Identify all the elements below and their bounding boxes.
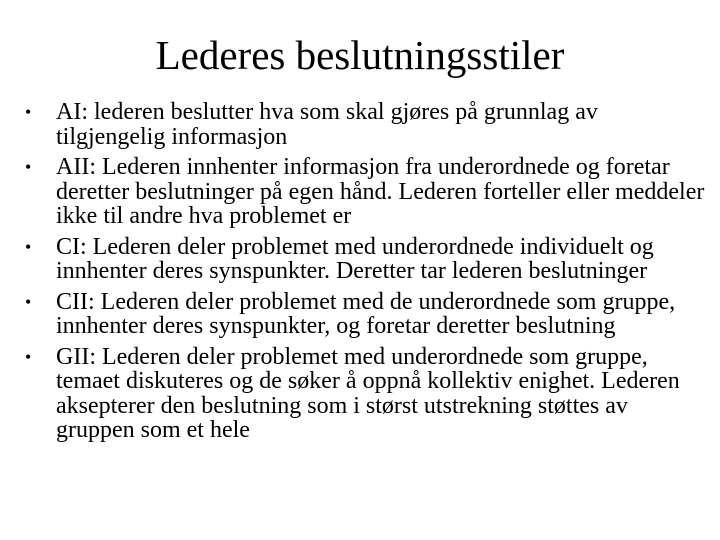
bullet-text: AI: lederen beslutter hva som skal gjøres på grunnlag av tilgjengelig informasjon xyxy=(56,99,598,150)
bullet-list xyxy=(25,100,705,449)
bullet-marker: • xyxy=(25,291,32,312)
bullet-item-gii xyxy=(25,345,705,443)
bullet-item-ai xyxy=(25,100,705,149)
slide-title: Lederes beslutningsstiler xyxy=(155,32,565,78)
bullet-text: CI: Lederen deler problemet med underordnede individuelt og innhenter deres synspunkter. Deretter tar lederen beslutninger xyxy=(56,233,654,284)
bullet-item-cii xyxy=(25,290,705,339)
bullet-marker: • xyxy=(25,346,32,367)
bullet-text: AII: Lederen innhenter informasjon fra underordnede og foretar deretter beslutninger på egen hånd. Lederen forteller eller meddeler ikke til andre hva problemet er xyxy=(56,154,705,229)
bullet-item-ci xyxy=(25,235,705,284)
bullet-text: CII: Lederen deler problemet med de underordnede som gruppe, innhenter deres synspunkter, og foretar deretter beslutning xyxy=(56,288,676,339)
bullet-text: GII: Lederen deler problemet med underordnede som gruppe, temaet diskuteres og de søker å oppnå kollektiv enighet. Lederen aksepterer den beslutning som i størst utstrekning støttes av gruppen som et hele xyxy=(56,343,680,443)
bullet-marker: • xyxy=(25,157,32,177)
bullet-marker: • xyxy=(25,102,32,122)
bullet-marker: • xyxy=(25,236,32,257)
bullet-item-aii xyxy=(25,155,705,229)
